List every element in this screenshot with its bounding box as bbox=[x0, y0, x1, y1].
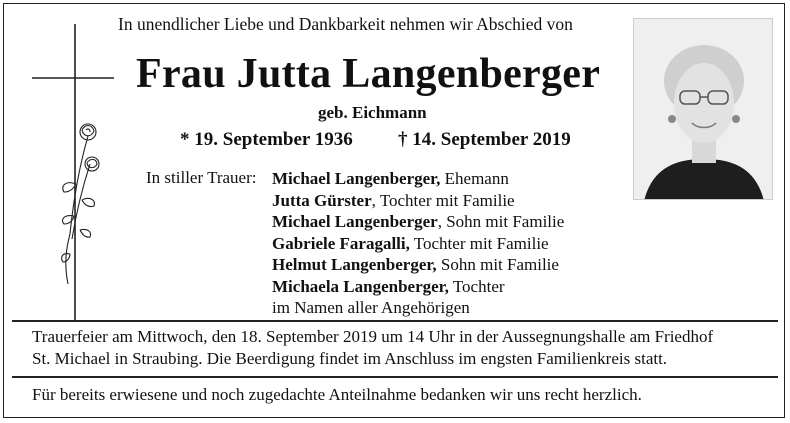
divider-top bbox=[12, 320, 778, 322]
mourner-name: Michaela Langenberger, bbox=[272, 276, 449, 296]
mourner-relation: im Namen aller Angehörigen bbox=[272, 298, 470, 317]
mourner-row bbox=[272, 211, 564, 233]
service-line-2: St. Michael in Straubing. Die Beerdigung findet im Anschluss im engsten Familienkreis statt. bbox=[32, 349, 668, 368]
mourner-name: Helmut Langenberger, bbox=[272, 255, 437, 274]
mourner-relation: Sohn mit Familie bbox=[436, 255, 559, 274]
mourner-name: Jutta Gürster bbox=[272, 190, 372, 210]
death-date: † 14. September 2019 bbox=[398, 129, 571, 150]
mourner-relation: Tochter bbox=[448, 276, 505, 296]
intro-text: In unendlicher Liebe und Dankbarkeit nehmen wir Abschied von bbox=[118, 14, 573, 34]
mourner-row bbox=[272, 190, 564, 212]
thanks-text: Für bereits erwiesene und noch zugedachte Anteilnahme bedanken wir uns recht herzlich. bbox=[32, 385, 642, 404]
portrait-illustration bbox=[634, 19, 773, 200]
maiden-name: geb. Eichmann bbox=[318, 103, 427, 122]
mourning-label: In stiller Trauer: bbox=[146, 168, 257, 187]
divider-bottom bbox=[12, 376, 778, 378]
deceased-name: Frau Jutta Langenberger bbox=[136, 51, 601, 97]
service-line-1: Trauerfeier am Mittwoch, den 18. September 2019 um 14 Uhr in der Aussegnungshalle am Friedhof bbox=[32, 327, 714, 346]
mourner-row bbox=[272, 297, 564, 319]
mourner-relation: Tochter mit Familie bbox=[409, 233, 549, 253]
service-info bbox=[32, 326, 772, 370]
portrait-photo bbox=[633, 18, 773, 200]
mourner-name: Michael Langenberger, bbox=[272, 169, 441, 188]
mourner-relation: Ehemann bbox=[440, 169, 509, 188]
mourner-name: Gabriele Faragalli, bbox=[272, 233, 410, 253]
mourner-relation: , Tochter mit Familie bbox=[371, 190, 515, 210]
mourner-row bbox=[272, 168, 564, 190]
mourner-relation: , Sohn mit Familie bbox=[437, 212, 565, 231]
mourner-row bbox=[272, 254, 564, 276]
mourner-row bbox=[272, 233, 564, 255]
mourner-row bbox=[272, 276, 564, 298]
birth-date: * 19. September 1936 bbox=[180, 129, 353, 150]
mourner-name: Michael Langenberger bbox=[272, 212, 438, 231]
cross-with-roses-icon bbox=[30, 24, 120, 324]
mourners-list bbox=[272, 168, 564, 319]
